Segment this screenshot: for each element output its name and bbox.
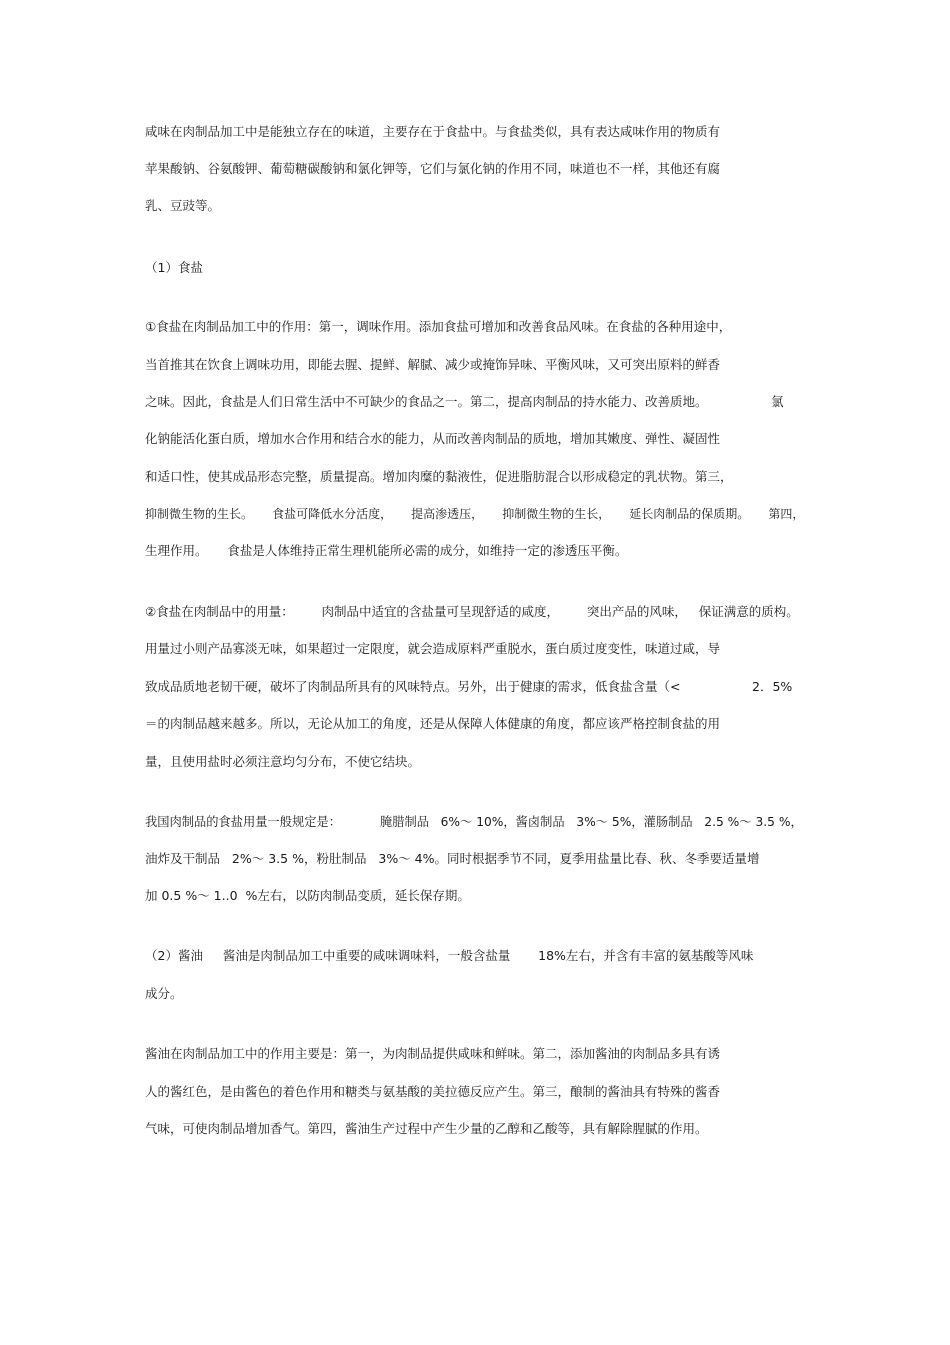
paragraph-line: ＝的肉制品越来越多。所以，无论从加工的角度，还是从保障人体健康的角度，都应该严格控制食盐的用 <box>145 716 721 731</box>
section-heading: （1）食盐 <box>145 260 203 275</box>
paragraph-line: 致成品质地老韧干硬，破坏了肉制品所具有的风味特点。另外，出于健康的需求，低食盐含量（< 2．5% <box>145 679 793 694</box>
paragraph-line: 我国肉制品的食盐用量一般规定是： 腌腊制品 6%～ 10%，酱卤制品 3%～ 5%，灌肠制品 2.5 %～ 3.5 %， <box>145 815 803 829</box>
paragraph-line: 用量过小则产品寡淡无味，如果超过一定限度，就会造成原料严重脱水，蛋白质过度变性，味道过咸，导 <box>145 641 721 656</box>
paragraph-line: 油炸及干制品 2%～ 3.5 %，粉肚制品 3%～ 4%。同时根据季节不同，夏季用盐量比春、秋、冬季要适量增 <box>145 851 760 866</box>
paragraph-line: 抑制微生物的生长。 食盐可降低水分活度， 提高渗透压， 抑制微生物的生长， 延长肉制品的保质期。 第四， <box>145 507 805 521</box>
paragraph-line: 酱油在肉制品加工中的作用主要是：第一，为肉制品提供咸味和鲜味。第二，添加酱油的肉制品多具有诱 <box>145 1046 721 1061</box>
paragraph-line: 人的酱红色，是由酱色的着色作用和糖类与氨基酸的美拉德反应产生。第三，酿制的酱油具有特殊的酱香 <box>145 1084 721 1099</box>
paragraph-line: 当首推其在饮食上调味功用，即能去腥、提鲜、解腻、减少或掩饰异味、平衡风味，又可突出原料的鲜香 <box>145 357 721 372</box>
paragraph-line: 成分。 <box>145 986 183 1001</box>
paragraph-line: ①食盐在肉制品加工中的作用：第一，调味作用。添加食盐可增加和改善食品风味。在食盐的各种用途中， <box>145 319 732 334</box>
section-heading: （2）酱油 酱油是肉制品加工中重要的咸味调味料，一般含盐量 18%左右，并含有丰富的氨基酸等风味 <box>145 948 754 963</box>
paragraph-line: 气味，可使肉制品增加香气。第四，酱油生产过程中产生少量的乙醇和乙酸等，具有解除腥腻的作用。 <box>145 1121 708 1136</box>
paragraph-line: 苹果酸钠、谷氨酸钾、葡萄糖碳酸钠和氯化钾等，它们与氯化钠的作用不同，味道也不一样，其他还有腐 <box>145 161 721 176</box>
paragraph-line: 咸味在肉制品加工中是能独立存在的味道，主要存在于食盐中。与食盐类似，具有表达咸味作用的物质有 <box>145 124 721 139</box>
paragraph-line: 生理作用。 食盐是人体维持正常生理机能所必需的成分，如维持一定的渗透压平衡。 <box>145 543 628 558</box>
paragraph-line: 加 0.5 %～ 1..0 %左右，以防肉制品变质，延长保存期。 <box>145 888 470 903</box>
paragraph-line: ②食盐在肉制品中的用量： 肉制品中适宜的含盐量可呈现舒适的咸度， 突出产品的风味， 保证满意的质构。 <box>145 604 799 619</box>
paragraph-line: 化钠能活化蛋白质，增加水合作用和结合水的能力，从而改善肉制品的质地，增加其嫩度、弹性、凝固性 <box>145 431 721 446</box>
paragraph-line: 量，且使用盐时必须注意均匀分布，不使它结块。 <box>145 754 421 769</box>
paragraph-line: 和适口性，使其成品形态完整，质量提高。增加肉糜的黏液性，促进脂肪混合以形成稳定的乳状物。第三， <box>145 469 733 484</box>
paragraph-line: 之味。因此，食盐是人们日常生活中不可缺少的食品之一。第二，提高肉制品的持水能力、改善质地。 氯 <box>145 394 784 409</box>
paragraph-line: 乳、豆豉等。 <box>145 198 221 213</box>
